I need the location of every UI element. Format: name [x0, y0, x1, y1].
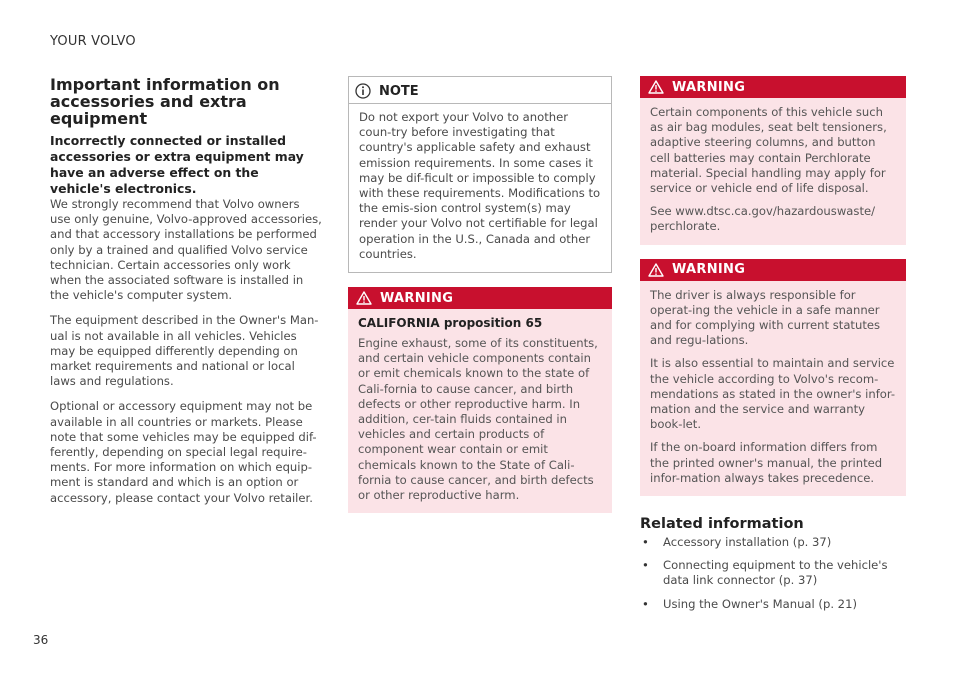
related-link[interactable]: • Connecting equipment to the vehicle's data link connector (p. 37): [640, 558, 906, 588]
warning-triangle-icon: [648, 80, 664, 94]
warning-title: WARNING: [380, 290, 454, 306]
note-header: [349, 79, 611, 104]
note-text: Do not export your Volvo to another coun-try before investigating that country's applicable safety and exhaust emission requirements. In some cases it may be dif-ficult or impossible to comply with these requirements. Modifications to the emis-sion control system(s) may render your Volvo not certifiable for legal operation in the U.S., Canada and other countries.: [359, 110, 601, 261]
warning-link-text: See www.dtsc.ca.gov/hazardouswaste/ perchlorate.: [650, 204, 876, 234]
warning-title: WARNING: [672, 262, 746, 278]
warning-text: The driver is always responsible for operat-ing the vehicle in a safe manner and for complying with current statutes and regu-lations.: [650, 287, 881, 348]
warning-triangle-icon: [648, 263, 664, 277]
info-icon: [355, 83, 371, 99]
right-column: [640, 76, 906, 620]
warning-box-perchlorate: [640, 76, 906, 245]
warning-box-driver: [640, 259, 906, 496]
related-info-list: [640, 535, 906, 612]
warning-body: [640, 281, 906, 496]
warning-box-prop65: [348, 287, 612, 513]
related-link[interactable]: • Accessory installation (p. 37): [640, 535, 906, 550]
main-column: [50, 76, 322, 516]
related-link[interactable]: • Using the Owner's Manual (p. 21): [640, 597, 906, 612]
warning-body: [640, 98, 906, 245]
lead-paragraph: Incorrectly connected or installed accessories or extra equipment may have an adverse effect on the vehicle's electronics.: [50, 133, 304, 196]
warning-header: [640, 76, 906, 98]
section-header: YOUR VOLVO: [50, 34, 136, 49]
note-title: NOTE: [379, 83, 419, 99]
warning-text: Engine exhaust, some of its constituents, and certain vehicle components contain or emit chemicals known to the state of Cali-fornia to cause cancer, and birth defects or other reproductive harm. In addition, cer-tain fluids contained in vehicles and certain products of component wear contain or emit chemicals known to the State of Cali-fornia to cause cancer, and birth defects or other reproductive harm.: [358, 336, 598, 503]
warning-text: If the on-board information differs from the printed owner's manual, the printed infor-mation always takes precedence.: [650, 440, 883, 485]
page-number: 36: [33, 633, 49, 647]
note-box: [348, 76, 612, 273]
body-paragraph: Optional or accessory equipment may not be available in all countries or markets. Please note that some vehicles may be equipped dif-ferently, depending on special legal require-ments. For more information on which equip-ment is standard and which is an option or accessory, please contact your Volvo retailer.: [50, 399, 317, 505]
warning-triangle-icon: [356, 291, 372, 305]
related-info-title: Related information: [640, 516, 804, 533]
body-paragraph: We strongly recommend that Volvo owners use only genuine, Volvo-approved accessories, and that accessory installations be performed only by a trained and qualified Volvo service technician. Certain accessories only work when the associated software is installed in the vehicle's computer system.: [50, 197, 322, 303]
warning-text: It is also essential to maintain and service the vehicle according to Volvo's recom-mendations as stated in the owner's infor-mation and the service and warranty book-let.: [650, 356, 896, 432]
warning-body: [348, 309, 612, 513]
warning-header: [348, 287, 612, 309]
page-title: Important information on accessories and extra equipment: [50, 75, 280, 128]
warning-subtitle: CALIFORNIA proposition 65: [358, 316, 543, 331]
warning-title: WARNING: [672, 79, 746, 95]
warning-header: [640, 259, 906, 281]
middle-column: [348, 76, 612, 513]
warning-text: Certain components of this vehicle such as air bag modules, seat belt tensioners, adaptive steering columns, and button cell batteries may contain Perchlorate material. Special handling may apply for service or vehicle end of life disposal.: [650, 105, 887, 196]
body-paragraph: The equipment described in the Owner's Man-ual is not available in all vehicles. Vehicles may be equipped differently depending on market requirements and national or local laws and regulations.: [50, 313, 319, 389]
